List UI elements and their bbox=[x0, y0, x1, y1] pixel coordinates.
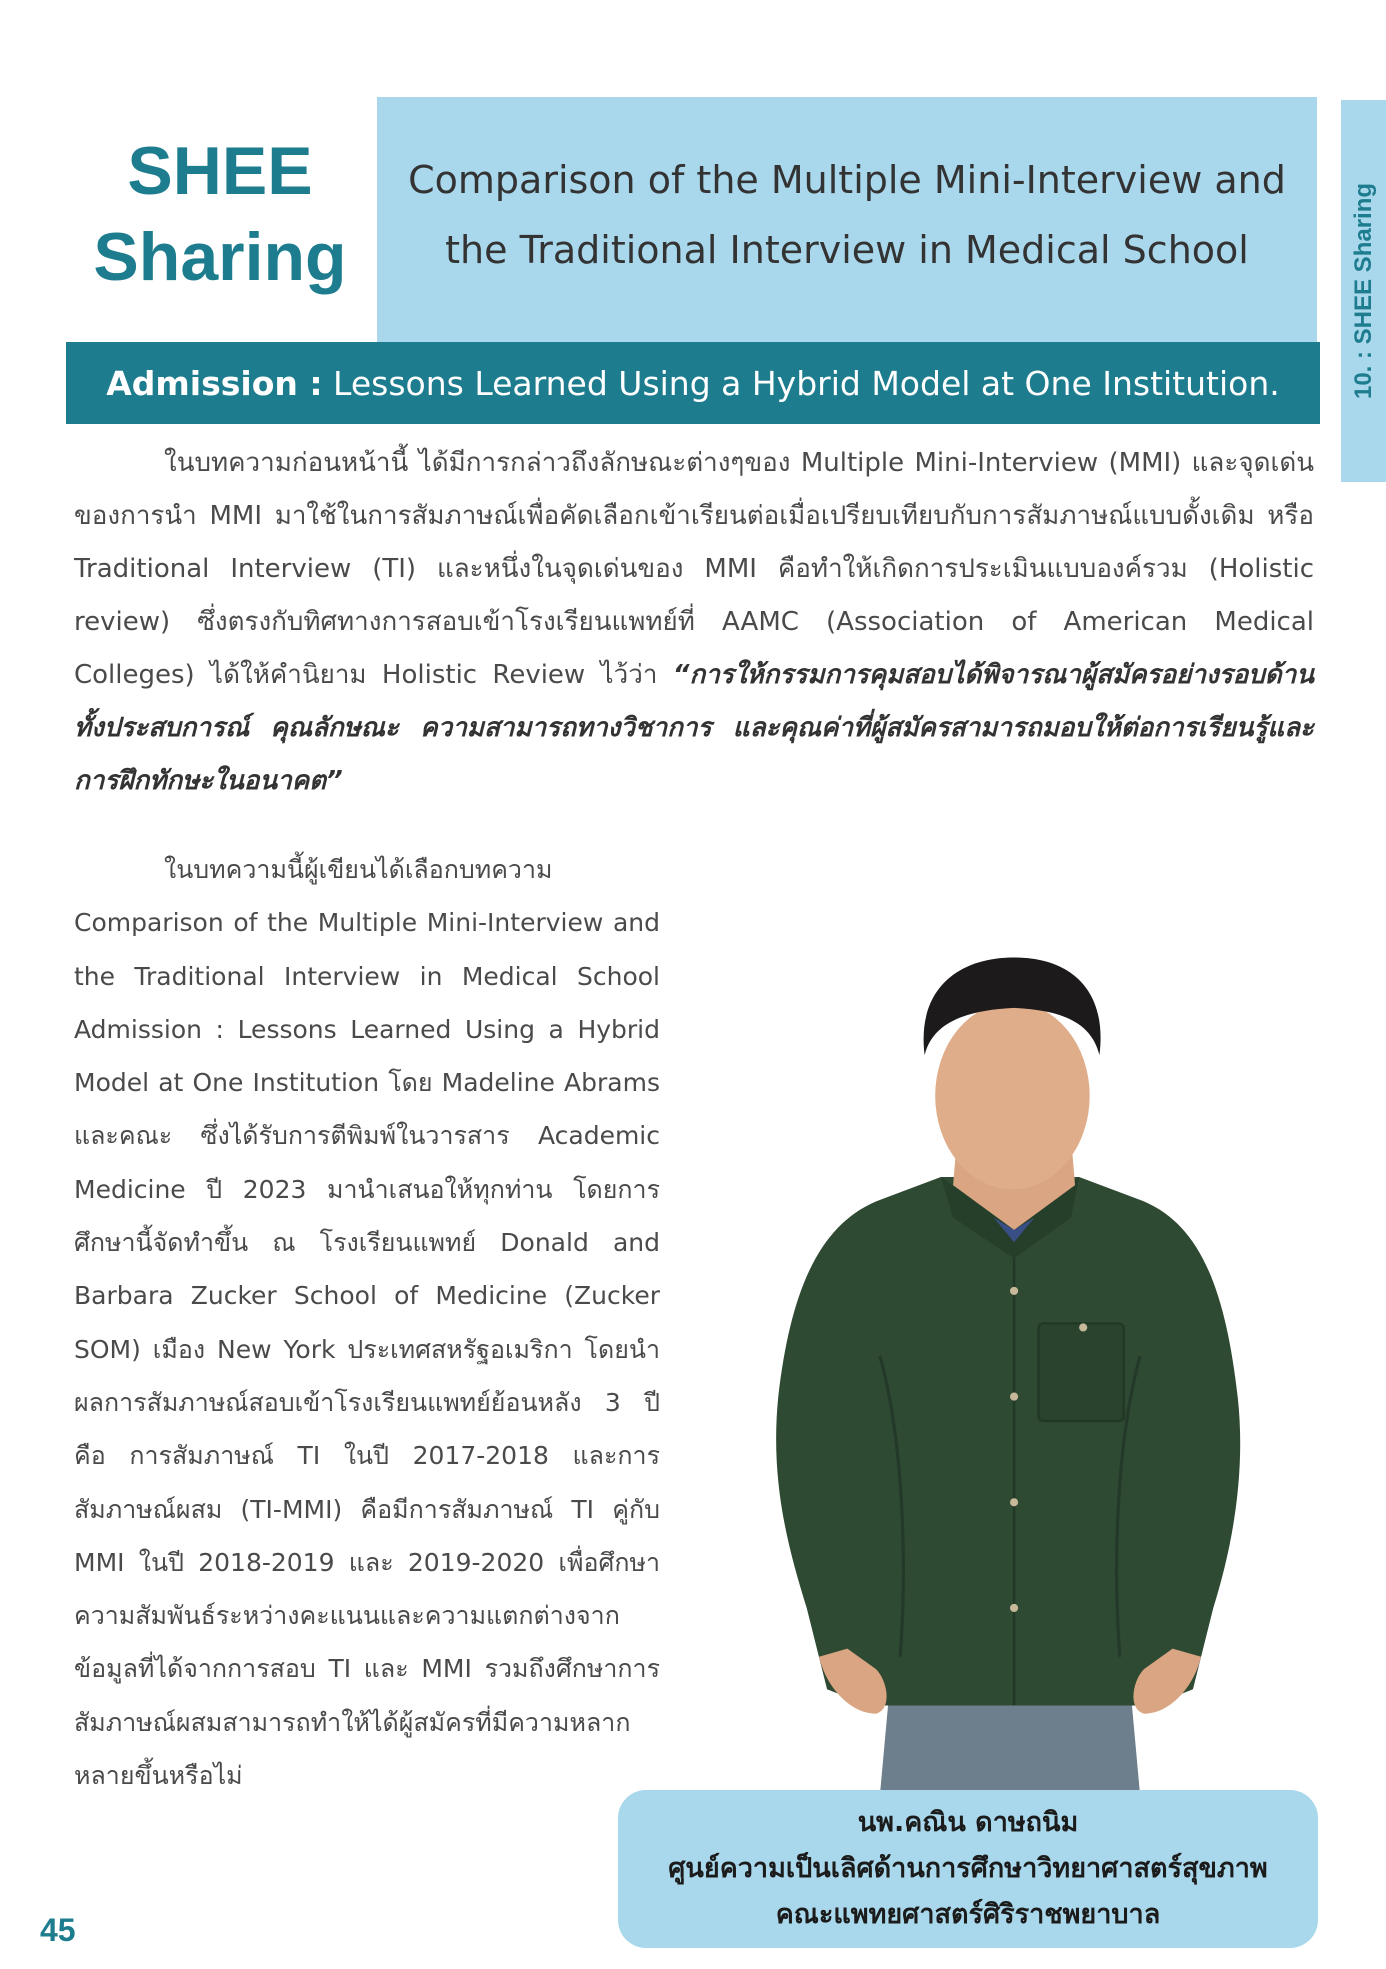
author-photo bbox=[715, 925, 1305, 1795]
body-paragraph: ในบทความนี้ผู้เขียนได้เลือกบทความ Comparison of the Multiple Mini-Interview and the Traditional Interview in Medical School Admission : Lessons Learned Using a Hybrid Model at One Institution โดย Madeline Abrams และคณะ ซึ่งได้รับการตีพิมพ์ในวารสาร Academic Medicine ปี 2023 มานำเสนอให้ทุกท่าน โดยการศึกษานี้จัดทำขึ้น ณ โรงเรียนแพทย์ Donald and Barbara Zucker School of Medicine (Zucker SOM) เมือง New York ประเทศสหรัฐอเมริกา โดยนำผลการสัมภาษณ์สอบเข้าโรงเรียนแพทย์ย้อนหลัง 3 ปี คือ การสัมภาษณ์ TI ในปี 2017-2018 และการสัมภาษณ์ผสม (TI-MMI) คือมีการสัมภาษณ์ TI คู่กับ MMI ในปี 2018-2019 และ 2019-2020 เพื่อศึกษาความสัมพันธ์ระหว่างคะแนนและความแตกต่างจากข้อมูลที่ได้จากการสอบ TI และ MMI รวมถึงศึกษาการสัมภาษณ์ผสมสามารถทำให้ได้ผู้สมัครที่มีความหลากหลายขึ้นหรือไม่ bbox=[74, 855, 660, 1791]
section-title-line-1: SHEE bbox=[127, 133, 313, 209]
shirt bbox=[776, 1177, 1240, 1706]
author-name: นพ.คณิน ดาษถนิม bbox=[857, 1807, 1079, 1838]
page-number: 45 bbox=[40, 1912, 76, 1948]
section-title bbox=[70, 128, 370, 300]
author-affiliation-1: ศูนย์ความเป็นเลิศด้านการศึกษาวิทยาศาสตร์สุขภาพ bbox=[668, 1853, 1268, 1884]
article-title-line-2: the Traditional Interview in Medical School bbox=[445, 228, 1249, 272]
article-subtitle-bar bbox=[66, 342, 1320, 424]
article-title-line-1: Comparison of the Multiple Mini-Interview and bbox=[408, 158, 1286, 202]
holistic-review-quote: “การให้กรรมการคุมสอบได้พิจารณาผู้สมัครอย่างรอบด้าน ทั้งประสบการณ์ คุณลักษณะ ความสามารถทางวิชาการ และคุณค่าที่ผู้สมัครสามารถมอบให้ต่อการเรียนรู้และการฝึกทักษะในอนาคต” bbox=[74, 660, 1314, 796]
side-tab-label: 10. : SHEE Sharing bbox=[1349, 182, 1377, 400]
side-tab bbox=[1341, 100, 1386, 482]
face bbox=[935, 1002, 1089, 1189]
subtitle-rest: Lessons Learned Using a Hybrid Model at One Institution. bbox=[322, 363, 1280, 403]
author-caption bbox=[618, 1790, 1318, 1948]
section-title-line-2: Sharing bbox=[93, 219, 347, 295]
subtitle-bold: Admission : bbox=[106, 363, 323, 403]
article-title-box bbox=[377, 97, 1317, 343]
author-affiliation-2: คณะแพทยศาสตร์ศิริราชพยาบาล bbox=[775, 1899, 1161, 1930]
jeans bbox=[880, 1706, 1140, 1795]
intro-text: ในบทความก่อนหน้านี้ ได้มีการกล่าวถึงลักษณะต่างๆของ Multiple Mini-Interview (MMI) และจุดเด่นของการนำ MMI มาใช้ในการสัมภาษณ์เพื่อคัดเลือกเข้าเรียนต่อเมื่อเปรียบเทียบกับการสัมภาษณ์แบบดั้งเดิม หรือ Traditional Interview (TI) และหนึ่งในจุดเด่นของ MMI คือทำให้เกิดการประเมินแบบองค์รวม (Holistic review) ซึ่งตรงกับทิศทางการสอบเข้าโรงเรียนแพทย์ที่ AAMC (Association of American Medical Colleges) ได้ให้คำนิยาม Holistic Review ไว้ว่า bbox=[74, 448, 1314, 690]
intro-paragraph bbox=[74, 437, 1314, 808]
